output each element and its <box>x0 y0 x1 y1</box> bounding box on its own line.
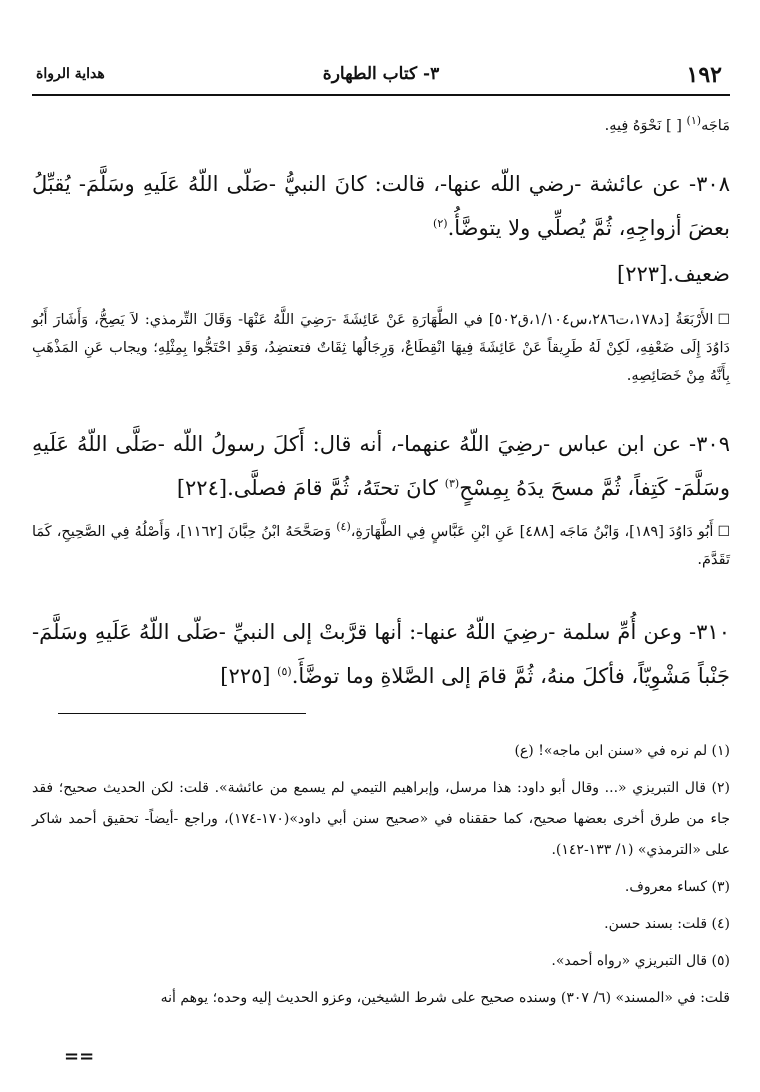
footnote-5: (٥) قال التبريزي «رواه أحمد». <box>551 953 730 969</box>
page-header <box>32 62 730 96</box>
page-number: ١٩٢ <box>686 62 722 88</box>
hadith-309: ٣٠٩- عن ابن عباس -رضِيَ اللّهُ عنهما-، أنه قال: أَكلَ رسولُ اللّه -صَلَّى اللّهُ عَلَيهِ وسَلَّمَ- كَتِفاً، ثُمَّ مسحَ يدَهُ بِمِسْحٍ$^{(٣)}$ كانَ تحتَهُ، ثُمَّ قامَ فصلَّى.[٢٢٤] <box>32 432 730 500</box>
hadith-310-number: [٢٢٥] <box>220 664 271 688</box>
square-marker-icon: ☐ <box>717 524 730 540</box>
hadith-308-text: ٣٠٨- عن عائشة -رضي اللّه عنها-، قالت: كانَ النبيُّ -صَلّى اللّهُ عَلَيهِ وسَلَّمَ- يُقبِّلُ بعضَ أزواجِهِ، ثُمَّ يُصلِّي ولا يتوضَّأُ. <box>32 172 730 240</box>
footnotes <box>32 736 730 1014</box>
chapter-title: ٣- كتاب الطهارة <box>322 64 440 84</box>
continuation-line: مَاجَه$^{(١)}$ [ ] نَحْوَهُ فِيهِ. <box>604 114 730 134</box>
footnote-separator <box>58 713 306 714</box>
footnote-ref-3: (٣) <box>444 477 460 490</box>
book-title: هداية الرواة <box>36 66 105 82</box>
footnote-3: (٣) كساء معروف. <box>624 879 730 895</box>
footnote-ref-2: (٢) <box>433 217 448 230</box>
hadith-308 <box>32 162 730 250</box>
footnote-4: (٤) قلت: بسند حسن. <box>604 916 730 932</box>
hadith-310: ٣١٠- وعن أُمِّ سلمة -رضِيَ اللّهُ عنها-: أنها قرَّبتْ إلى النبيِّ -صَلّى اللّهُ عَلَيهِ وسَلَّمَ- جَنْباً مَشْوِيّاً، فأكلَ منهُ، ثُمَّ قامَ إلى الصَّلاةِ وما توضَّأَ.$^{(٥)}$ [٢٢٥] <box>32 620 730 688</box>
footnote-ref-5: (٥) <box>277 665 292 678</box>
square-marker-icon: ☐ <box>717 312 731 328</box>
hadith-309-takhrij: ☐أَبُو دَاوُدَ [١٨٩]، وَابْنُ مَاجَه [٤٨٨] عَنِ ابْنِ عَبَّاسٍ فِي الطَّهَارَةِ،$^{(٤)}$ وَصَحَّحَهُ ابْنُ حِبَّانَ [١١٦٢]، وَأَصْلُهُ فِي الصَّحِيحِ، كَمَا تَقَدَّمَ. <box>32 520 730 568</box>
footnote-5-comment: قلت: في «المسند» (٦/ ٣٠٧) وسنده صحيح على شرط الشيخين، وعزو الحديث إليه وحده؛ يوهم أنه <box>160 990 730 1006</box>
hadith-308-takhrij: ☐الأَرْبَعَةُ [د١٧٨،ت٢٨٦،س١/١٠٤،ق٥٠٢] في الطَّهَارَةِ عَنْ عَائِشَةَ -رَضِيَ اللَّهُ عَنْهَا- وَقَالَ التِّرمذي: لاَ يَصِحُّ، وَأَشَارَ أَبُو دَاوُدَ إِلَى ضَعْفِهِ، لَكِنْ لَهُ طَرِيقاً عَنْ عَائِشَةَ فِيهَا انْقِطَاعٌ، وَرِجَالُها ثِقَاتٌ فتعتضِدُ، وَقَدِ احْتَجُّوا بِمِثْلِهِ؛ ويجاب عَنِ المَذْهَبِ بِأَنَّهُ مِنْ خَصَائِصِهِ. <box>32 312 731 384</box>
footnote-2: (٢) قال التبريزي «... وقال أبو داود: هذا مرسل، وإبراهيم التيمي لم يسمع من عائشة». قلت: لكن الحديث صحيح؛ فقد جاء من طرق أخرى بعضها صحيح، كما حققناه في «صحيح سنن أبي داود»(١٧٠-١٧٤)، وراجع -أيضاً- تحقيق أحمد شاكر على «الترمذي» (١/ ١٣٣-١٤٢). <box>32 780 730 858</box>
footnote-1: (١) لم نره في «سنن ابن ماجه»! (ع) <box>514 743 730 759</box>
hadith-308-grade: ضعيف.[٢٢٣] <box>617 262 730 286</box>
continued-mark: == <box>64 1046 95 1067</box>
footnote-ref-4: (٤) <box>336 520 351 534</box>
footnote-ref-1: (١) <box>686 114 702 128</box>
